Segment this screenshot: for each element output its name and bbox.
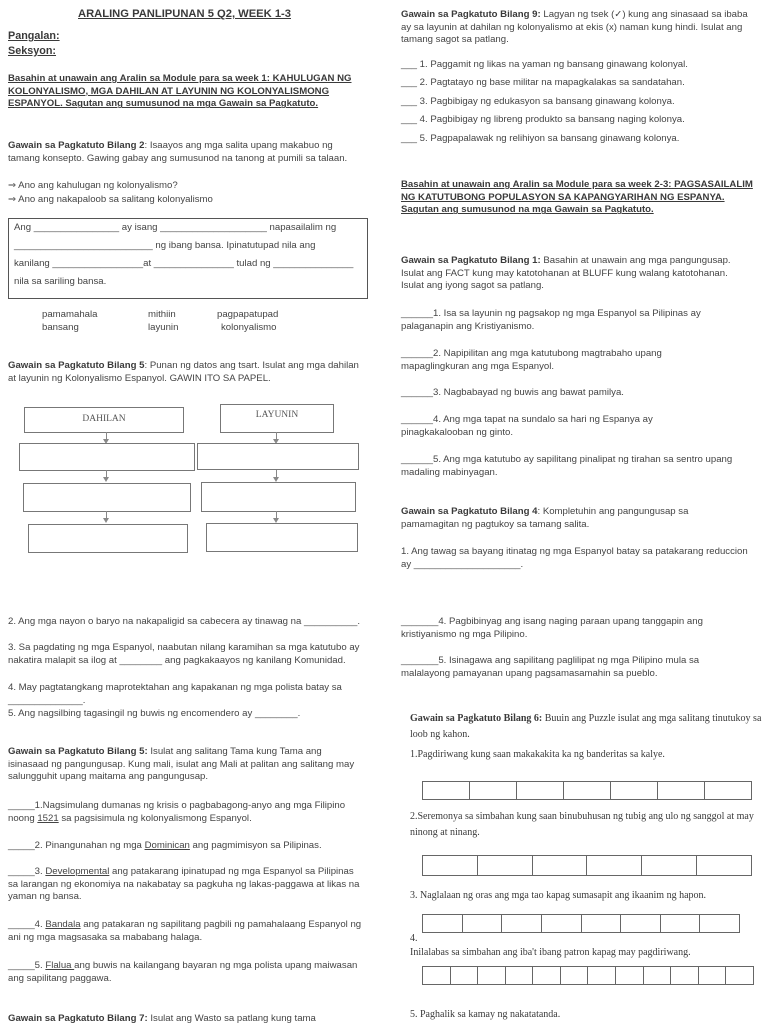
tama-mali-item: _____4. Bandala ang patakaran ng sapilitang pagbili ng pamahalaang Espanyol ng ani ng mga magsasaka sa mababang halaga. — [8, 919, 362, 943]
check-item: ___ 1. Paggamit ng likas na yaman ng bansang ginawang kolonyal. — [401, 59, 688, 70]
activity-4-text: : Kompletuhin ang pangungusap sa pamamagitan ng pagtukoy sa tamang salita. — [401, 506, 689, 530]
arrow-down-icon — [276, 432, 277, 441]
fill-in-box — [8, 218, 368, 299]
dahilan-answer-box[interactable] — [23, 483, 191, 512]
tama-mali-item: _____3. Developmental ang patakarang ipinatupad ng mga Espanyol sa Pilipinas sa larangan ng ekonomiya na nakabatay sa pagkuha ng lakas-paggawa at likas na yaman ng bansa. — [8, 866, 360, 903]
activity-5b-instructions — [8, 746, 364, 784]
fact-bluff-item: ______1. Isa sa layunin ng pagsakop ng mga Espanyol sa Pilipinas ay palaganapin ang Kristiyanismo. — [401, 308, 701, 332]
puzzle-grid-4[interactable] — [422, 966, 754, 985]
layunin-header-box — [220, 404, 334, 433]
check-item: ___ 2. Pagtatayo ng base militar na mapagkalakas sa sandatahan. — [401, 77, 685, 88]
word-bank-item: mithiin — [148, 309, 176, 320]
underlined-term: 1521 — [37, 812, 59, 824]
question-1: ⇒ Ano ang kahulugan ng kolonyalismo? — [8, 180, 178, 191]
activity-4-instructions — [401, 506, 746, 531]
activity-7-text: Isulat ang Wasto sa patlang kung tama — [147, 1013, 316, 1024]
item-4: 4. May pagtatangkang maprotektahan ang kapakanan ng mga polista batay sa ______________. — [8, 682, 342, 706]
activity-5-text: : Punan ng datos ang tsart. Isulat ang mga dahilan at layunin ng Kolonyalismo Espanyol. GAWIN ITO SA PAPEL. — [8, 360, 359, 384]
box-line-2: __________________________ ng ibang bansa. Ipinatutupad nila ang — [14, 240, 316, 251]
layunin-header: LAYUNIN — [255, 410, 299, 420]
underlined-term: Flalua — [45, 960, 75, 971]
tama-mali-item: _____2. Pinangunahan ng mga Dominican ang pagmimisyon sa Pilipinas. — [8, 840, 322, 851]
layunin-answer-box[interactable] — [201, 482, 356, 512]
underlined-term: Developmental — [45, 866, 110, 877]
puzzle-item-1: 1.Pagdiriwang kung saan makakakita ka ng banderitas sa kalye. — [410, 749, 665, 760]
week2-3-instructions: Basahin at unawain ang Aralin sa Module para sa week 2-3: PAGSASAILALIM NG KATUTUBONG POPULASYON SA KAPANGYARIHAN NG ESPANYA. Sagutan ang sumusunod na mga Gawain sa Pagkatuto. — [401, 179, 753, 216]
check-item: ___ 5. Pagpapalawak ng relihiyon sa bansang ginawang kolonya. — [401, 133, 680, 144]
check-item: ___ 4. Pagbibigay ng libreng produkto sa bansang naging kolonya. — [401, 114, 685, 125]
underlined-term: Dominican — [144, 840, 190, 851]
box-line-3: kanilang _________________at _______________ tulad ng _______________ — [14, 258, 354, 269]
arrow-down-icon — [276, 470, 277, 479]
dahilan-header: DAHILAN — [82, 414, 126, 424]
arrow-down-icon — [106, 511, 107, 520]
puzzle-item-2: 2.Seremonya sa simbahan kung saan binubuhusan ng tubig ang ulo ng sanggol at may ninong at ninang. — [410, 811, 754, 838]
activity-2-text: : Isaayos ang mga salita upang makabuo ng tamang konsepto. Gawing gabay ang sumusunod na tanong at pumili sa talaan. — [8, 140, 348, 164]
word-bank-item: layunin — [148, 322, 179, 333]
word-bank-item: pamamahala — [42, 309, 98, 320]
activity-5b-label: Gawain sa Pagkatuto Bilang 5: — [8, 746, 148, 757]
underlined-term: Bandala — [45, 919, 81, 930]
layunin-answer-box[interactable] — [206, 523, 358, 552]
puzzle-grid-3[interactable] — [422, 914, 740, 933]
puzzle-item-4-number: 4. — [410, 933, 418, 944]
item-2: 2. Ang mga nayon o baryo na nakapaligid sa cabecera ay tinawag na __________. — [8, 616, 361, 627]
activity-6-text: Buuin ang Puzzle isulat ang mga salitang tinutukoy sa loob ng kahon. — [410, 713, 762, 740]
activity-4-item-1: 1. Ang tawag sa bayang itinatag ng mga Espanyol batay sa patakarang reduccion ay ____________________. — [401, 546, 748, 570]
activity-4-item-4: _______4. Pagbibinyag ang isang naging paraan upang tanggapin ang kristiyanismo ng mga Pilipino. — [401, 616, 703, 640]
arrow-down-icon — [276, 511, 277, 520]
activity-6-label: Gawain sa Pagkatuto Bilang 6: — [410, 713, 543, 724]
check-item: ___ 3. Pagbibigay ng edukasyon sa bansang ginawang kolonya. — [401, 96, 675, 107]
puzzle-grid-1[interactable] — [422, 781, 752, 800]
activity-1-instructions — [401, 255, 747, 293]
word-bank-item: bansang — [42, 322, 79, 333]
week1-instructions: Basahin at unawain ang Aralin sa Module para sa week 1: KAHULUGAN NG KOLONYALISMO, MGA DAHILAN AT LAYUNIN NG KOLONYALISMONG ESPANYOL. Sagutan ang sumusunod na mga Gawain sa Pagkatuto. — [8, 73, 352, 110]
word-bank-item: kolonyalismo — [221, 322, 277, 333]
arrow-down-icon — [106, 432, 107, 441]
item-5: 5. Ang nagsilbing tagasingil ng buwis ng encomendero ay ________. — [8, 708, 301, 719]
activity-6-instructions — [410, 711, 762, 742]
puzzle-item-3: 3. Naglalaan ng oras ang mga tao kapag sumasapit ang ikaanim ng hapon. — [410, 890, 707, 901]
question-2: ⇒ Ano ang nakapaloob sa salitang kolonyalismo — [8, 194, 213, 205]
fact-bluff-item: ______4. Ang mga tapat na sundalo sa hari ng Espanya ay pinagkakalooban ng ginto. — [401, 414, 653, 438]
item-3: 3. Sa pagdating ng mga Espanyol, naabutan nilang karamihan sa mga katutubo ay nakatira malapit sa ilog at ________ ang pagkakaayos ng kanilang Komunidad. — [8, 642, 360, 666]
activity-4-item-5: _______5. Isinagawa ang sapilitang paglilipat ng mga Pilipino mula sa malalayong pamayanan upang pagsamasamahin sa pueblo. — [401, 655, 700, 679]
section-label: Seksyon: — [8, 45, 57, 57]
dahilan-answer-box[interactable] — [19, 443, 195, 471]
puzzle-item-5: 5. Paghalik sa kamay ng nakatatanda. — [410, 1009, 561, 1020]
activity-1-text: Basahin at unawain ang mga pangungusap. Isulat ang FACT kung may katotohanan at BLUFF kung walang katotohanan. Isulat ang iyong sagot sa patlang. — [401, 255, 731, 292]
activity-9-instructions — [401, 9, 759, 47]
activity-9-label: Gawain sa Pagkatuto Bilang 9: — [401, 9, 541, 20]
activity-4-label: Gawain sa Pagkatuto Bilang 4 — [401, 506, 538, 517]
box-line-4: nila sa sariling bansa. — [14, 276, 107, 287]
puzzle-grid-2[interactable] — [422, 855, 752, 876]
tama-mali-item: _____5. Flalua ang buwis na kailangang bayaran ng mga polista upang maiwasan ang sapilitang paggawa. — [8, 960, 358, 984]
activity-9-text: Lagyan ng tsek (✓) kung ang sinasaad sa ibaba ay sa layunin at dahilan ng kolonyalismo at ekis (x) naman kung hindi. Isulat ang tamang sagot sa patlang. — [401, 9, 748, 46]
activity-2-instructions — [8, 140, 366, 165]
activity-1-label: Gawain sa Pagkatuto Bilang 1: — [401, 255, 541, 266]
fact-bluff-item: ______2. Napipilitan ang mga katutubong magtrabaho upang mapaglingkuran ang mga Espanyol. — [401, 348, 662, 372]
puzzle-item-4: Inilalabas sa simbahan ang iba't ibang patron kapag may pagdiriwang. — [410, 947, 691, 958]
activity-2-label: Gawain sa Pagkatuto Bilang 2 — [8, 140, 145, 151]
word-bank-item: pagpapatupad — [217, 309, 279, 320]
page-title: ARALING PANLIPUNAN 5 Q2, WEEK 1-3 — [78, 8, 291, 20]
name-label: Pangalan: — [8, 30, 60, 42]
activity-5-instructions — [8, 360, 366, 385]
tama-mali-item: _____1.Nagsimulang dumanas ng krisis o pagbabagong-anyo ang mga Filipino noong 1521 sa pagsisimula ng kolonyalismong Espanyol. — [8, 800, 346, 824]
activity-7-label: Gawain sa Pagkatuto Bilang 7: — [8, 1013, 148, 1024]
arrow-down-icon — [106, 470, 107, 479]
activity-5-label: Gawain sa Pagkatuto Bilang 5 — [8, 360, 145, 371]
dahilan-answer-box[interactable] — [28, 524, 188, 553]
box-line-1: Ang ________________ ay isang ____________________ napasailalim ng — [14, 222, 337, 233]
dahilan-header-box — [24, 407, 184, 433]
layunin-answer-box[interactable] — [197, 443, 359, 470]
fact-bluff-item: ______5. Ang mga katutubo ay sapilitang pinalipat ng tirahan sa sentro upang madaling mabinyagan. — [401, 454, 733, 478]
fact-bluff-item: ______3. Nagbabayad ng buwis ang bawat pamilya. — [401, 387, 624, 398]
activity-5b-text: Isulat ang salitang Tama kung Tama ang isinasaad ng pangungusap. Kung mali, isulat ang Mali at palitan ang salitang may salungguhit upang maitama ang pangungusap. — [8, 746, 355, 783]
